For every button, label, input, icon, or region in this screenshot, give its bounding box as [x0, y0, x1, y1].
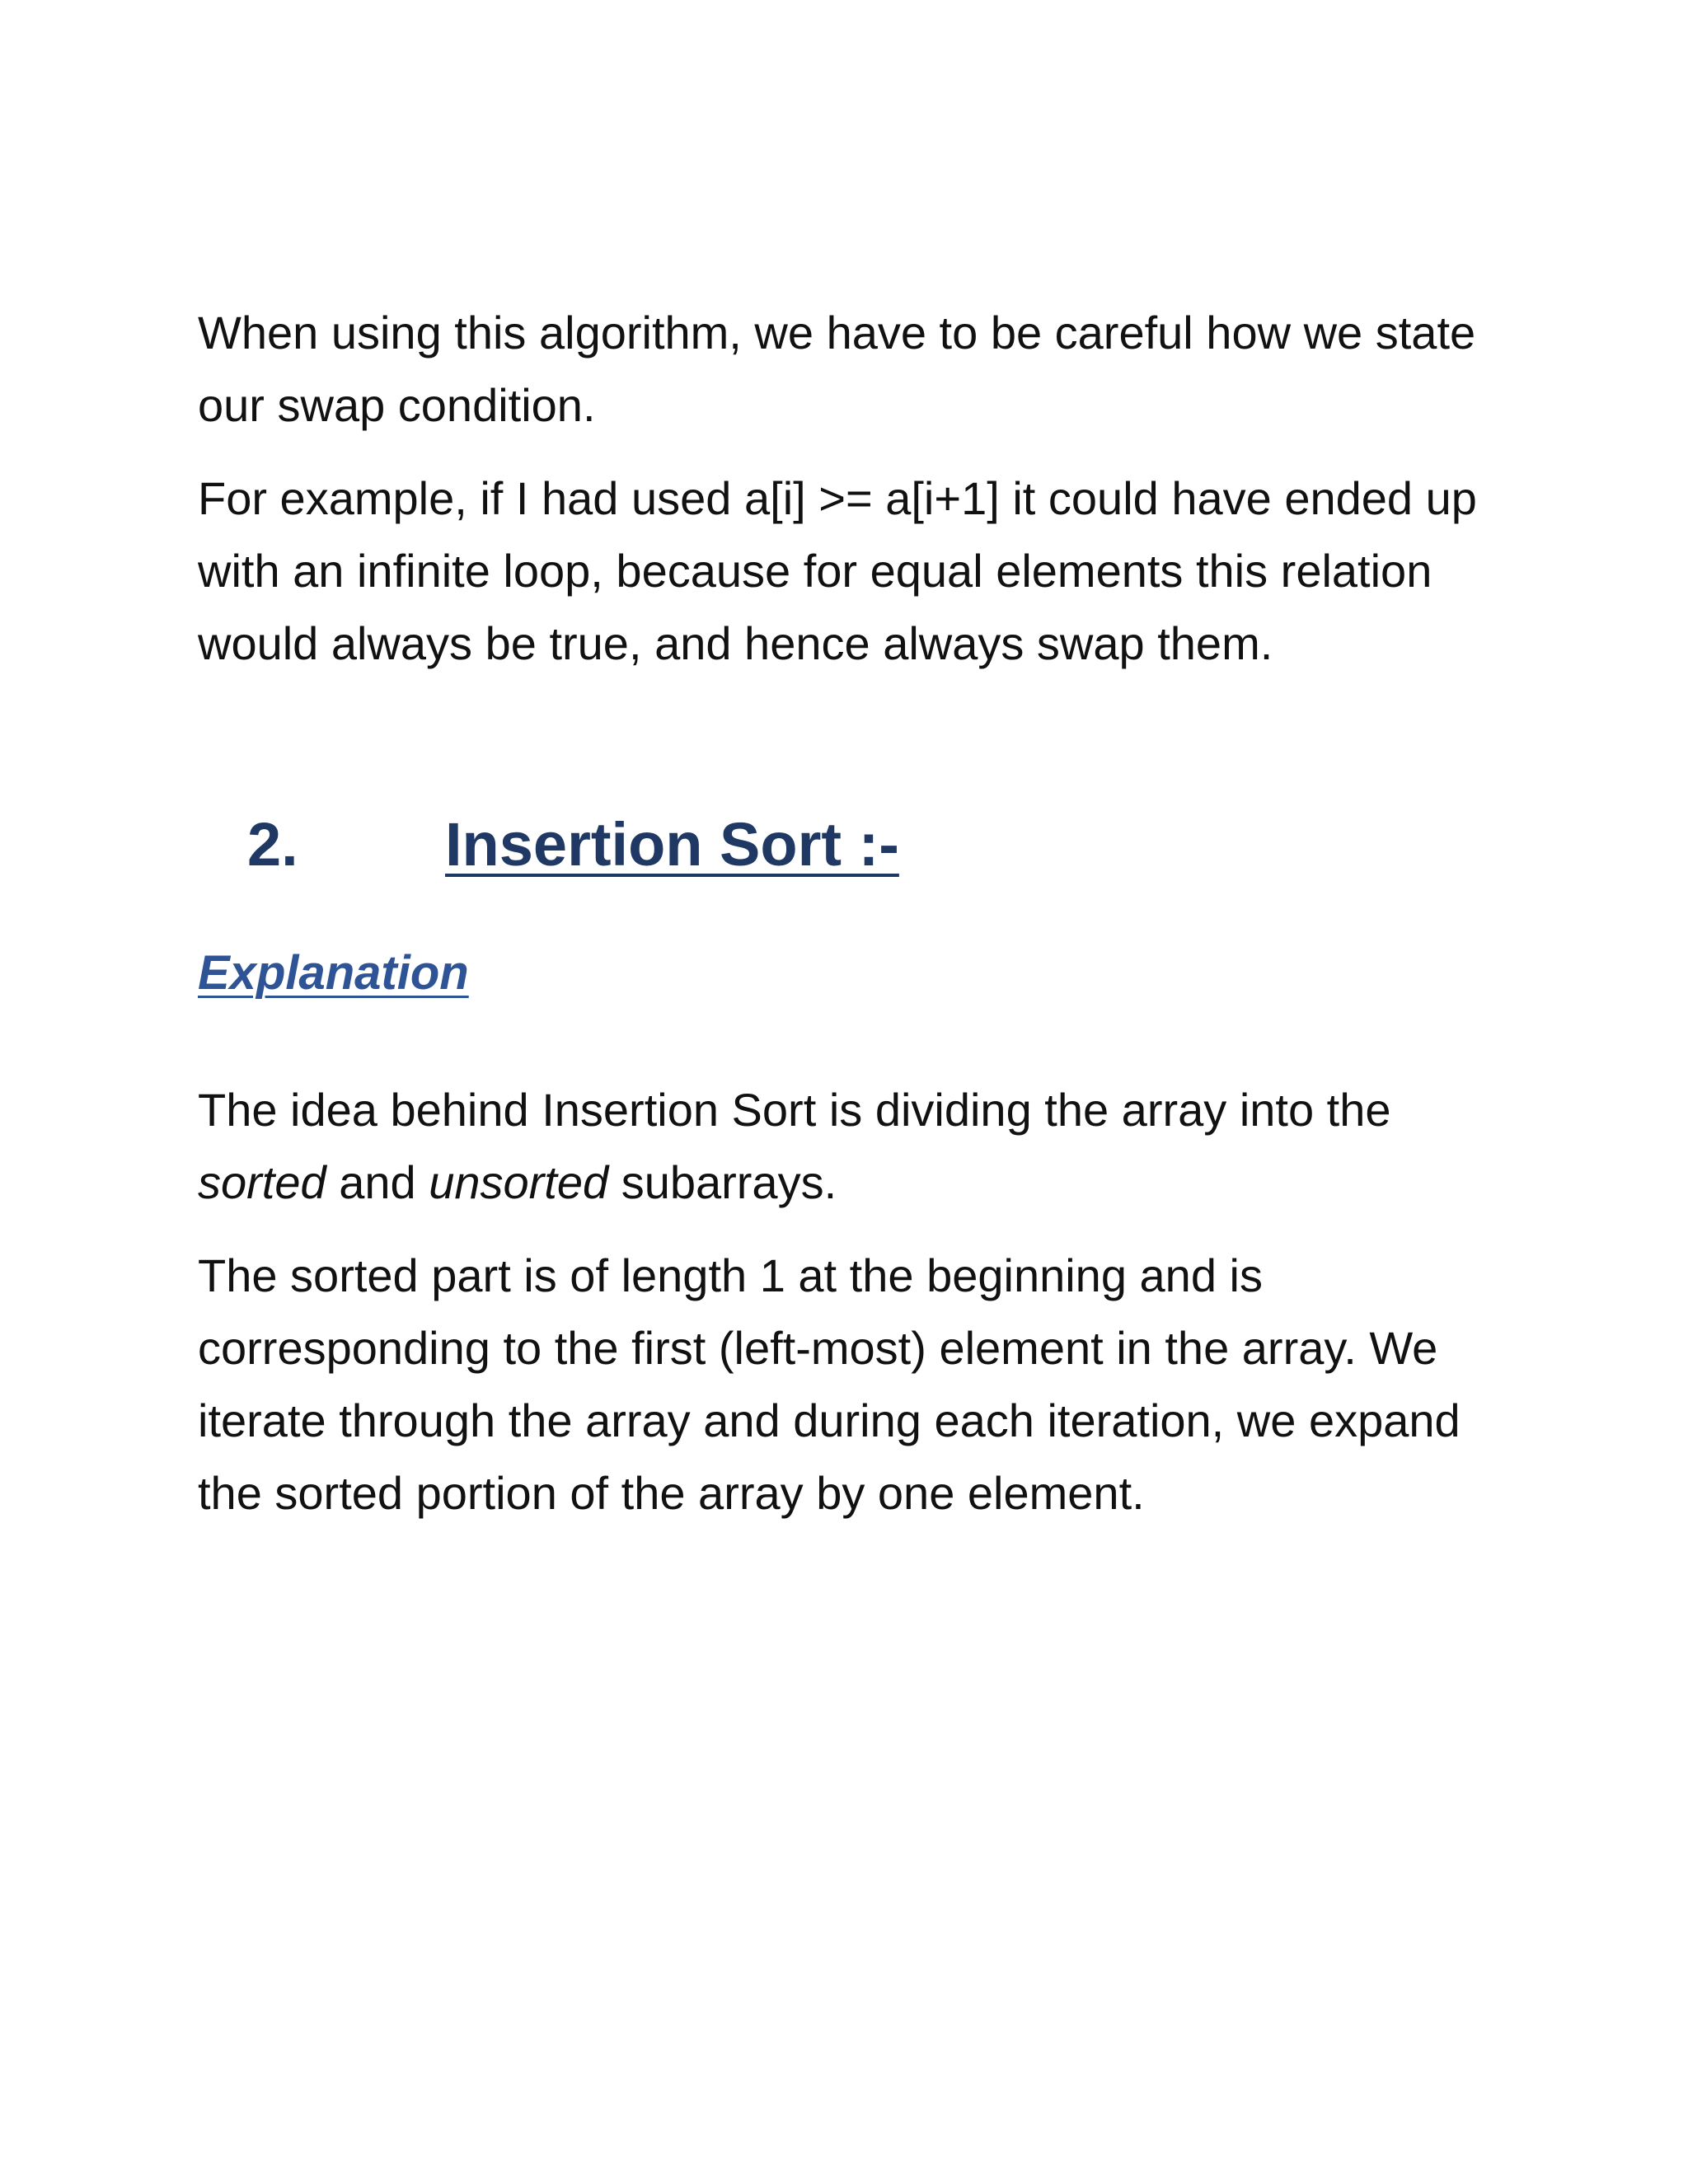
paragraph-infinite-loop-example: For example, if I had used a[i] >= a[i+1] it could have ended up with an infinite loop, because for equal elements this relation would always be true, and hence always swap them.	[198, 472, 1477, 669]
document-content	[198, 297, 1517, 1530]
sorted-term: sorted	[198, 1156, 326, 1208]
paragraph-swap-condition: When using this algorithm, we have to be careful how we state our swap condition.	[198, 307, 1476, 431]
explanation-subheading: Explanation	[198, 946, 469, 1000]
paragraph-idea-text-2: and	[326, 1156, 429, 1208]
section-heading	[198, 804, 1517, 886]
paragraph-idea-text-1: The idea behind Insertion Sort is dividing the array into the	[198, 1084, 1391, 1136]
paragraph-sorted-part: The sorted part is of length 1 at the beginning and is corresponding to the first (left-most) element in the array. We iterate through the array and during each iteration, we expand the sorted portion of the array by one element.	[198, 1249, 1461, 1519]
section-title: Insertion Sort :-	[445, 810, 899, 879]
unsorted-term: unsorted	[429, 1156, 609, 1208]
section-number: 2.	[247, 810, 298, 879]
paragraph-idea	[198, 1074, 1517, 1219]
paragraph-idea-text-3: subarrays.	[608, 1156, 837, 1208]
